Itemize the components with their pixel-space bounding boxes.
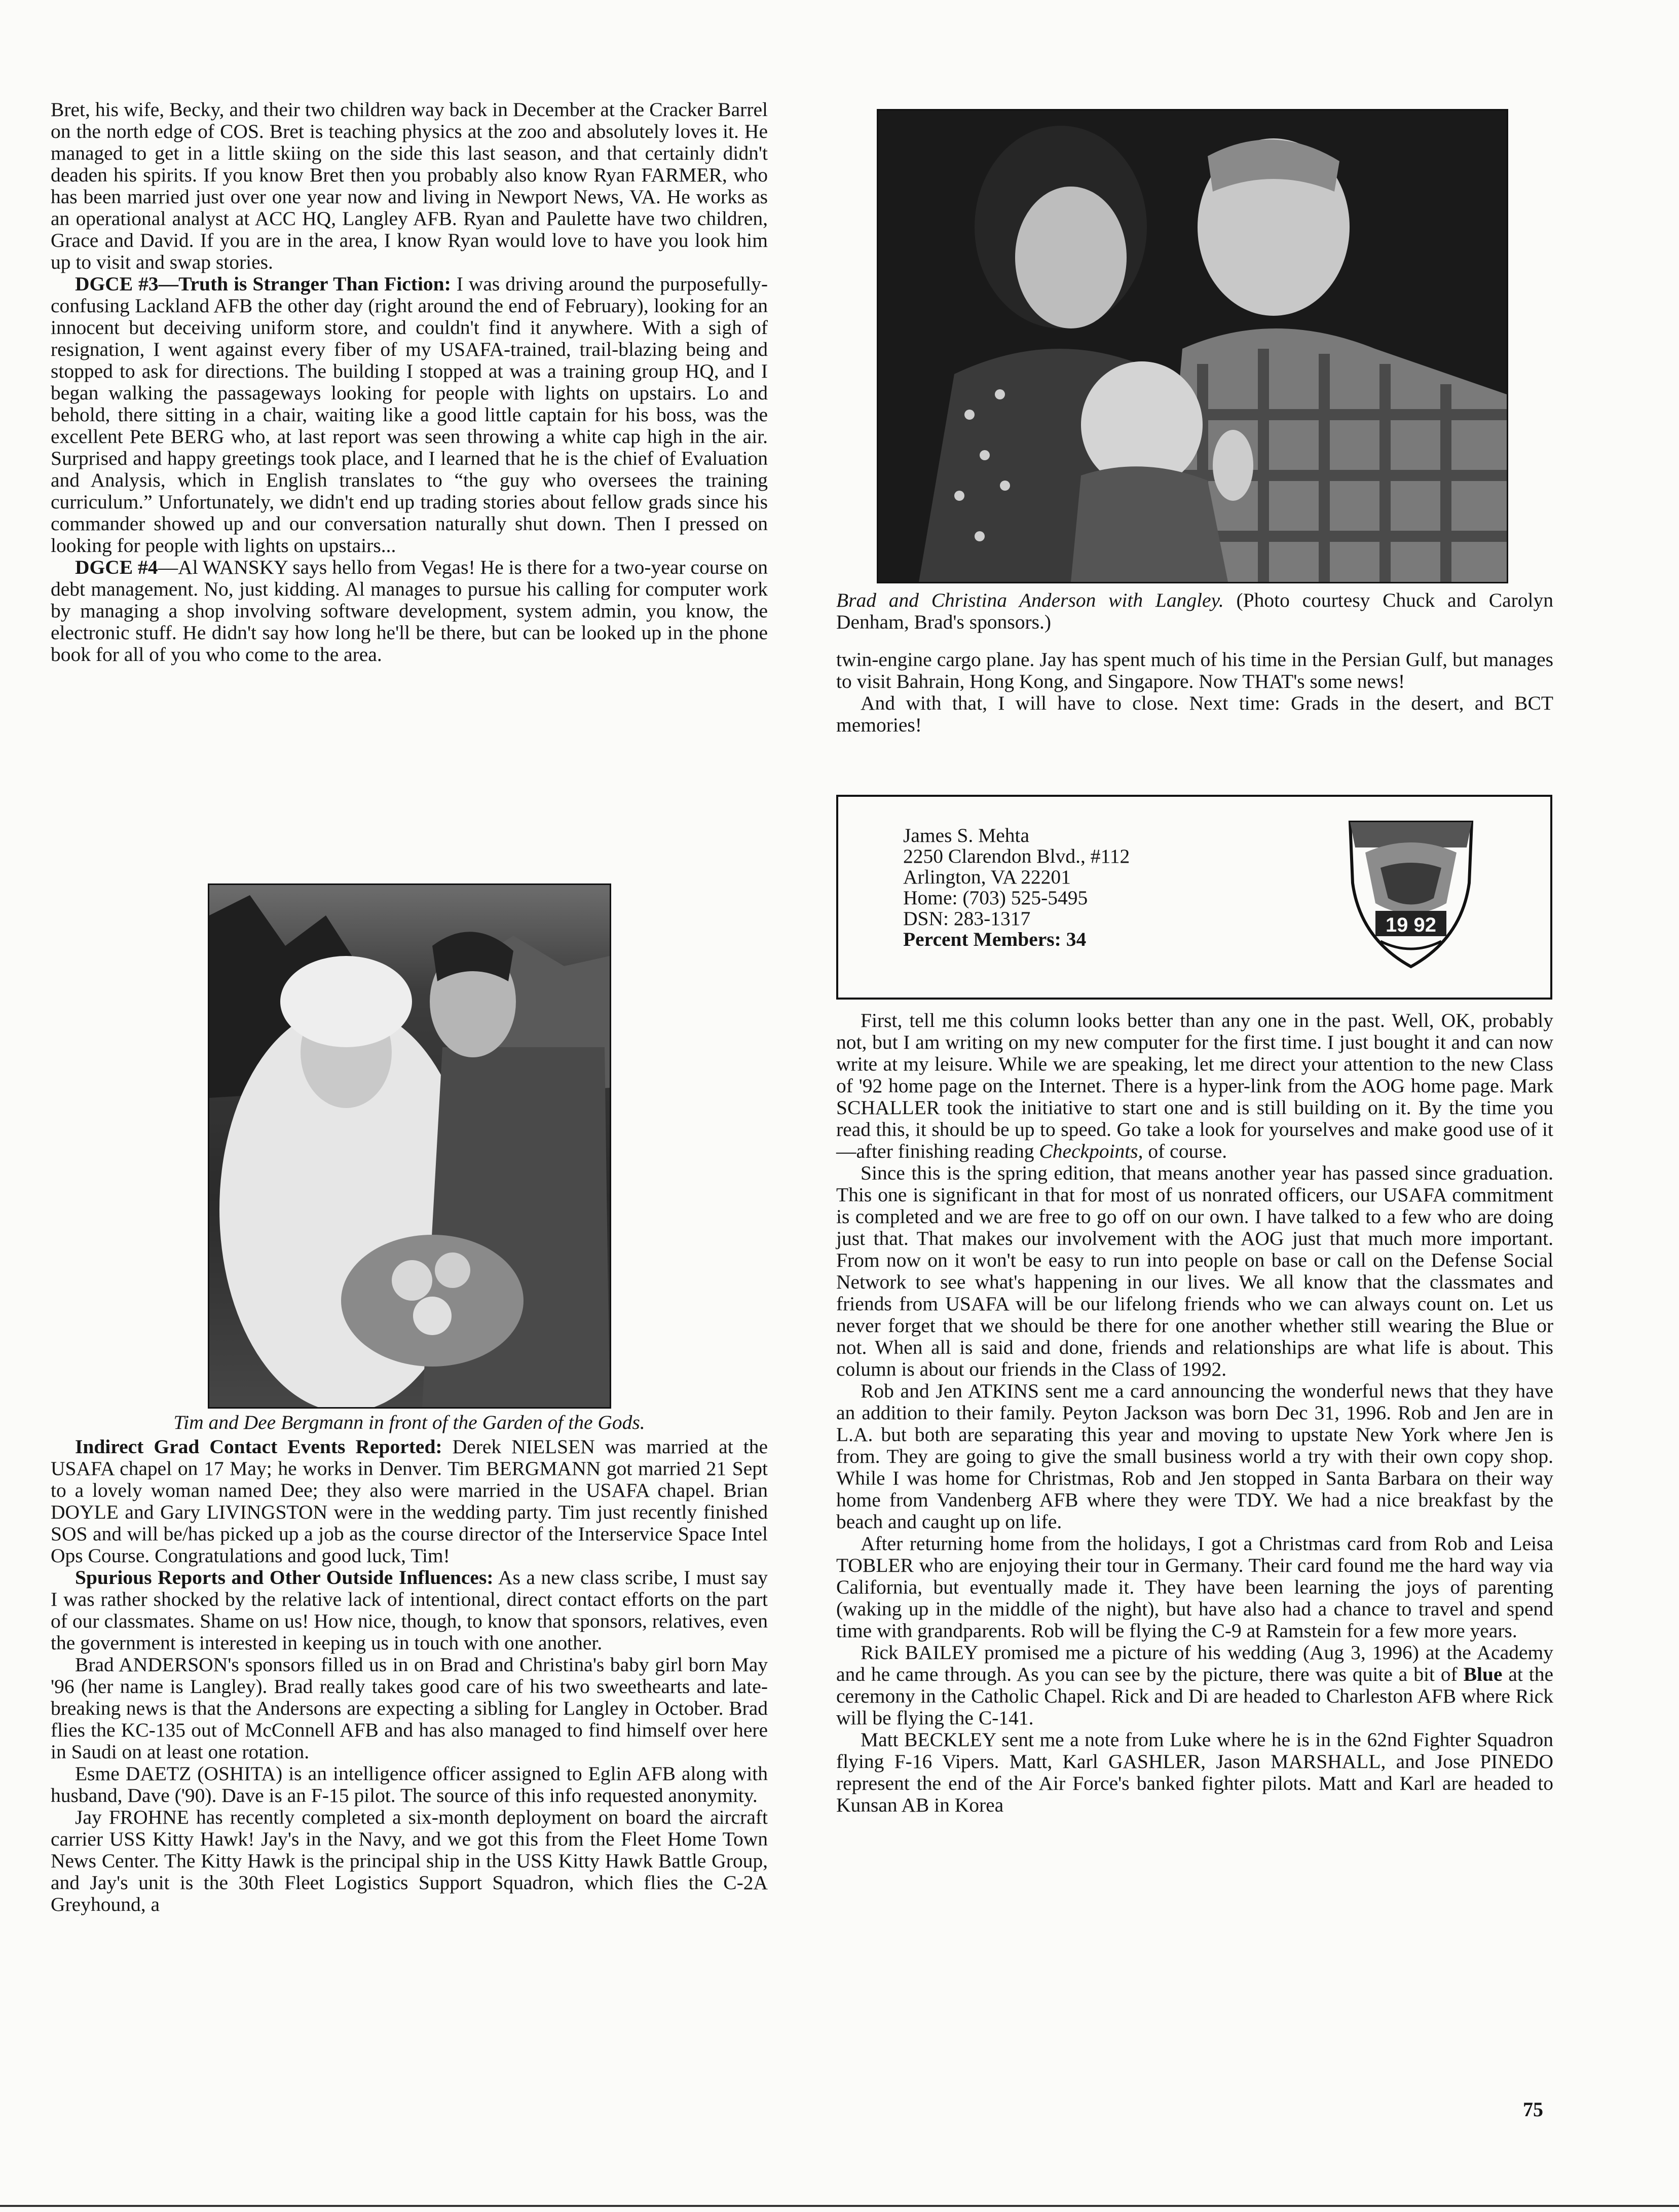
paragraph-indirect-grad [51, 1436, 768, 1567]
paragraph-text: Rob and Jen ATKINS sent me a card announcing the wonderful news that they have an addition to their family. Peyton Jackson was born Dec 31, 1996. Rob and Jen are in L.A. but both are separating this year and moving to upstate New York where Jen is from. They are going to give the small business world a try with their own copy shop. While I was home for Christmas, Rob and Jen stopped in Santa Barbara on their way home from Vandenberg AFB where they were TDY. We had a nice breakfast by the beach and caught up on life. [836, 1380, 1553, 1533]
paragraph-text: And with that, I will have to close. Next time: Grads in the desert, and BCT memories! [836, 692, 1553, 736]
percent-members: Percent Members: 34 [903, 928, 1087, 950]
scribe-name: James S. Mehta [903, 824, 1030, 846]
photo-scene [209, 885, 610, 1407]
paragraph-text: After returning home from the holidays, I got a Christmas card from Rob and Leisa TOBLER who are enjoying their tour in Germany. Their card found me the hard way via California, but eventually made it. They have been learning the joys of parenting (waking up in the middle of the night), but have also had a chance to travel and spend time with grandparents. Rob will be flying the C-9 at Ramstein for a few more years. [836, 1532, 1553, 1642]
paragraph-text: Since this is the spring edition, that means another year has passed since graduation. This one is significant in that for most of us nonrated officers, our USAFA commitment is completed and we are free to go off on our own. I have talked to a few who are doing just that. That makes our involvement with the AOG just that much more important. From now on it won't be easy to run into people on base or call on the Defense Social Network to see what's happening in our lives. We all know that the classmates and friends from USAFA will be our lifelong friends who we can always count on. Let us never forget that we should be there for one another whether still wearing the Blue or not. When all is said and done, friends and relationships are what life is about. This column is about our friends in the Class of 1992. [836, 1162, 1553, 1380]
paragraph-dgce-3 [51, 273, 768, 557]
photo-caption-anderson [836, 589, 1553, 633]
paragraph-bailey [836, 1642, 1553, 1729]
address-block [903, 825, 1130, 950]
caption-italic: Brad and Christina Anderson with Langley. [836, 589, 1224, 611]
paragraph-lead: Spurious Reports and Other Outside Influences: [75, 1566, 494, 1589]
left-lower-text [51, 1436, 768, 1915]
right-upper-text [836, 649, 1553, 736]
paragraph-dgce-4 [51, 557, 768, 666]
paragraph-bret [51, 99, 768, 273]
paragraph-anderson [51, 1654, 768, 1763]
wedding-photo-bergmann [208, 883, 611, 1409]
paragraph-text: Matt BECKLEY sent me a note from Luke where he is in the 62nd Fighter Squadron flying F-16 Vipers. Matt, Karl GASHLER, Jason MARSHALL, and Jose PINEDO represent the end of the Air Force's banked fighter pilots. Matt and Karl are headed to Kunsan AB in Korea [836, 1728, 1553, 1816]
paragraph-daetz [51, 1763, 768, 1807]
paragraph-lead: DGCE #4 [75, 556, 158, 578]
paragraph-text: I was driving around the purposefully-confusing Lackland AFB the other day (right around the end of February), looking for an innocent but deceiving uniform store, and couldn't find it anywhere. With a sigh of resignation, I went against every fiber of my USAFA-trained, trail-blazing being and stopped to ask for directions. The building I stopped at was a training group HQ, and I began walking the passageways looking for people with lights on upstairs. Lo and behold, there sitting in a chair, waiting like a good little captain for his boss, was the excellent Pete BERG who, at last report was seen throwing a white cap high in the air. Surprised and happy greetings took place, and I learned that he is the chief of Evaluation and Analysis, which in English translates to “the guy who oversees the training curriculum.” Unfortunately, we didn't end up trading stories about fellow grads since his commander showed up and our conversation naturally shut down. Then I pressed on looking for people with lights on upstairs... [51, 273, 768, 557]
paragraph-text: As a new class scribe, I must say I was rather shocked by the relative lack of intentional, direct contact efforts on the part of our classmates. Shame on us! How nice, though, to know that sponsors, relatives, even the government is interested in keeping us in touch with one another. [51, 1566, 768, 1654]
paragraph-frohne [51, 1807, 768, 1915]
scribe-home-phone: Home: (703) 525-5495 [903, 887, 1088, 909]
class-scribe-address-box [836, 795, 1552, 1000]
paragraph-atkins [836, 1380, 1553, 1533]
paragraph-text: Bret, his wife, Becky, and their two children way back in December at the Cracker Barrel on the north edge of COS. Bret is teaching physics at the zoo and absolutely loves it. He managed to get in a little skiing on the side this last season, and that certainly didn't deaden his spirits. If you know Bret then you probably also know Ryan FARMER, who has been married just over one year now and living in Newport News, VA. He works as an operational analyst at ACC HQ, Langley AFB. Ryan and Paulette have two children, Grace and David. If you are in the area, I know Ryan would love to have you look him up to visit and swap stories. [51, 98, 768, 273]
paragraph-lead: DGCE #3—Truth is Stranger Than Fiction: [75, 273, 451, 295]
paragraph-spurious [51, 1567, 768, 1654]
paragraph-after: at the ceremony in the Catholic Chapel. Rick and Di are headed to Charleston AFB where Rick will be flying the C-141. [836, 1663, 1554, 1729]
paragraph-frohne-cont [836, 649, 1553, 692]
paragraph-text: First, tell me this column looks better than any one in the past. Well, OK, probably not, but I am writing on my new computer for the first time. I just bought it and can now write at my leisure. While we are speaking, let me direct your attention to the new Class of '92 home page on the Internet. There is a hyper-link from the AOG home page. Mark SCHALLER took the initiative to start one and is still building on it. By the time you read this, it should be up to speed. Go take a look for yourselves and make good use of it—after finishing reading [836, 1009, 1553, 1162]
scribe-city: Arlington, VA 22201 [903, 866, 1071, 888]
right-lower-text [836, 1010, 1553, 1816]
bottom-rule [0, 2205, 1679, 2207]
paragraph-bold: Blue [1463, 1663, 1503, 1685]
family-photo-anderson [877, 109, 1508, 583]
photo-caption-bergmann: Tim and Dee Bergmann in front of the Garden of the Gods. [173, 1411, 645, 1433]
photo-scene [878, 110, 1507, 582]
crest-year: 19 92 [1385, 914, 1437, 936]
paragraph-close [836, 692, 1553, 736]
paragraph-text: twin-engine cargo plane. Jay has spent much of his time in the Persian Gulf, but manages to visit Bahrain, Hong Kong, and Singapore. Now THAT's some news! [836, 648, 1553, 692]
paragraph-spring-edition [836, 1162, 1553, 1380]
paragraph-text: Esme DAETZ (OSHITA) is an intelligence officer assigned to Eglin AFB along with husband, Dave ('90). Dave is an F-15 pilot. The source of this info requested anonymity. [51, 1762, 768, 1807]
paragraph-tobler [836, 1533, 1553, 1642]
caption-rest: (Photo courtesy Chuck and Carolyn Denham, Brad's sponsors.) [836, 589, 1553, 633]
paragraph-after: of course. [1143, 1140, 1227, 1162]
left-column [51, 98, 768, 1915]
paragraph-beckley [836, 1729, 1553, 1816]
paragraph-text: Brad ANDERSON's sponsors filled us in on Brad and Christina's baby girl born May '96 (her name is Langley). Brad really takes good care of his two sweethearts and late-breaking news is that the Andersons are expecting a sibling for Langley in October. Brad flies the KC-135 out of McConnell AFB and has also managed to find himself over here in Saudi on at least one rotation. [51, 1653, 768, 1763]
page-number: 75 [1523, 2098, 1543, 2121]
class-crest-icon [1345, 812, 1477, 974]
paragraph-text: Jay FROHNE has recently completed a six-month deployment on board the aircraft carrier USS Kitty Hawk! Jay's in the Navy, and we got this from the Fleet Home Town News Center. The Kitty Hawk is the principal ship in the USS Kitty Hawk Battle Group, and Jay's unit is the 30th Fleet Logistics Support Squadron, which flies the C-2A Greyhound, a [51, 1806, 768, 1915]
paragraph-text: Rick BAILEY promised me a picture of his wedding (Aug 3, 1996) at the Academy and he came through. As you can see by the picture, there was quite a bit of [836, 1641, 1553, 1685]
paragraph-text: Derek NIELSEN was married at the USAFA chapel on 17 May; he works in Denver. Tim BERGMANN got married 21 Sept to a lovely woman named Dee; they also were married in the USAFA chapel. Brian DOYLE and Gary LIVINGSTON were in the wedding party. Tim just recently finished SOS and will be/has picked up a job as the course director of the Interservice Space Intel Ops Course. Congratulations and good luck, Tim! [51, 1435, 768, 1567]
paragraph-italic: Checkpoints, [1039, 1140, 1143, 1162]
scribe-dsn: DSN: 283-1317 [903, 907, 1031, 930]
paragraph-text: —Al WANSKY says hello from Vegas! He is there for a two-year course on debt management. No, just kidding. Al manages to pursue his calling for computer work by managing a shop involving software development, system admin, you know, the electronic stuff. He didn't say how long he'll be there, but can be looked up in the phone book for all of you who come to the area. [51, 556, 768, 666]
scribe-street: 2250 Clarendon Blvd., #112 [903, 845, 1130, 867]
paragraph-lead: Indirect Grad Contact Events Reported: [75, 1435, 442, 1458]
paragraph-new-computer [836, 1010, 1553, 1162]
